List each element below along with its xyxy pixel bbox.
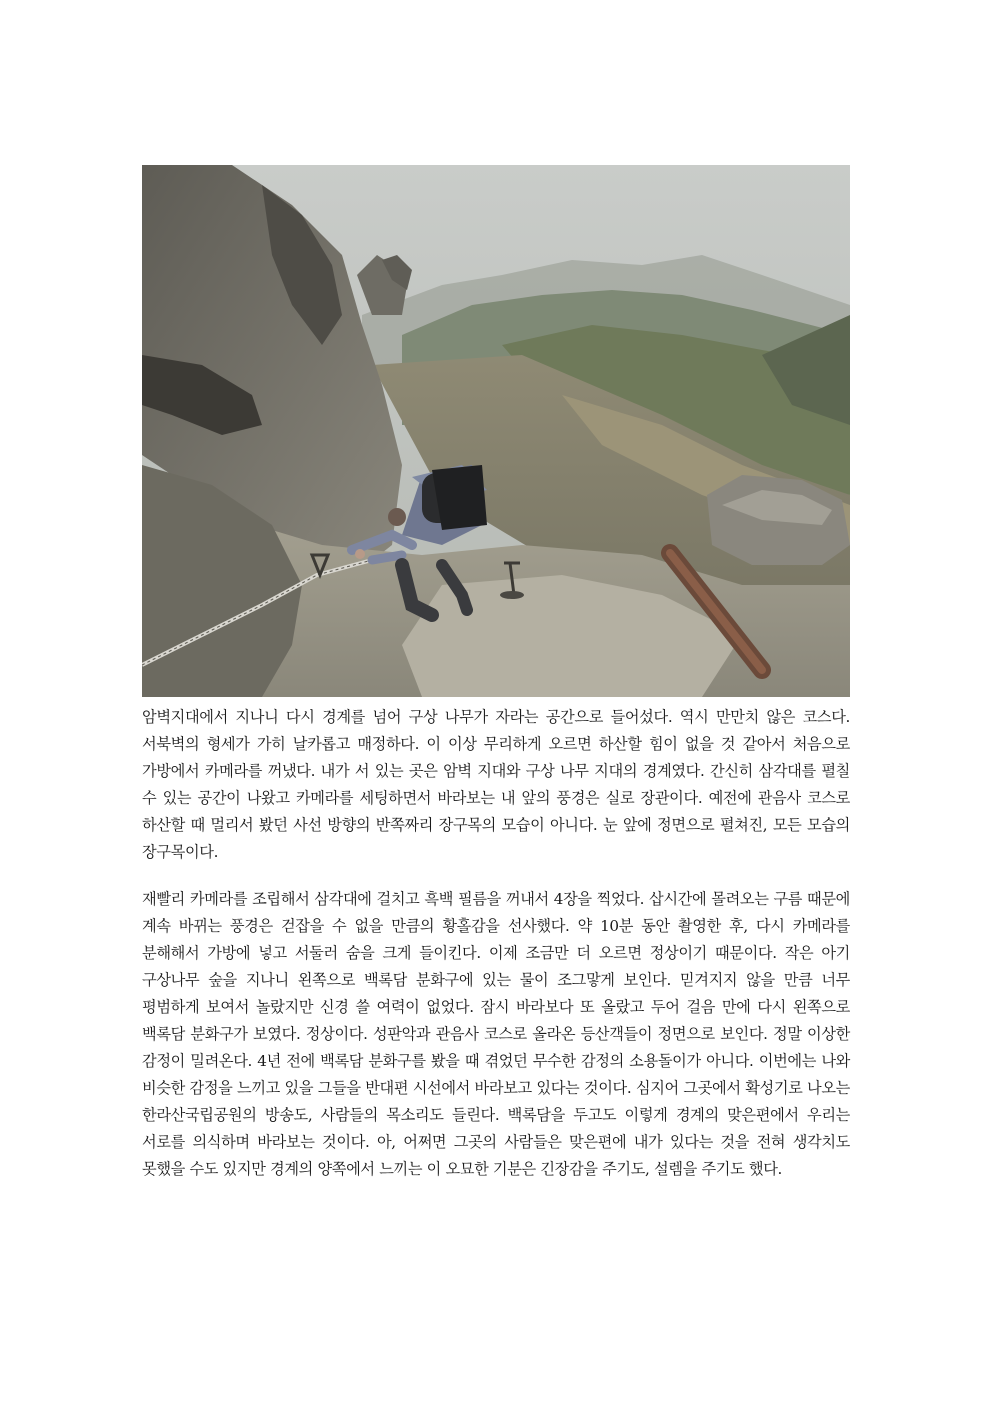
mountain-climber-photo (142, 165, 850, 697)
paragraph-1: 암벽지대에서 지나니 다시 경계를 넘어 구상 나무가 자라는 공간으로 들어섰다. 역시 만만치 않은 코스다. 서북벽의 형세가 가히 날카롭고 매정하다. 이 이상 무리하게 오르면 하산할 힘이 없을 것 같아서 처음으로 가방에서 카메라를 꺼냈다. 내가 서 있는 곳은 암벽 지대와 구상 나무 지대의 경계였다. 간신히 삼각대를 펼칠 수 있는 공간이 나왔고 카메라를 세팅하면서 바라보는 내 앞의 풍경은 실로 장관이다. 예전에 관음사 코스로 하산할 때 멀리서 봤던 사선 방향의 반쪽짜리 장구목의 모습이 아니다. 눈 앞에 정면으로 펼쳐진, 모든 모습의 장구목이다. (142, 708, 850, 861)
photo-illustration (142, 165, 850, 697)
paragraph-2: 재빨리 카메라를 조립해서 삼각대에 걸치고 흑백 필름을 꺼내서 4장을 찍었다. 삽시간에 몰려오는 구름 때문에 계속 바뀌는 풍경은 걷잡을 수 없을 만큼의 황홀감을 선사했다. 약 10분 동안 촬영한 후, 다시 카메라를 분해해서 가방에 넣고 서둘러 숨을 크게 들이킨다. 이제 조금만 더 오르면 정상이기 때문이다. 작은 아기 구상나무 숲을 지나니 왼쪽으로 백록담 분화구에 있는 물이 조그맣게 보인다. 믿겨지지 않을 만큼 너무 평범하게 보여서 놀랐지만 신경 쓸 여력이 없었다. 잠시 바라보다 또 올랐고 두어 걸음 만에 다시 왼쪽으로 백록담 분화구가 보였다. 정상이다. 성판악과 관음사 코스로 올라온 등산객들이 정면으로 보인다. 정말 이상한 감정이 밀려온다. 4년 전에 백록담 분화구를 봤을 때 겪었던 무수한 감정의 소용돌이가 아니다. 이번에는 나와 비슷한 감정을 느끼고 있을 그들을 반대편 시선에서 바라보고 있다는 것이다. 심지어 그곳에서 확성기로 나오는 한라산국립공원의 방송도, 사람들의 목소리도 들린다. 백록담을 두고도 이렇게 경계의 맞은편에서 우리는 서로를 의식하며 바라보는 것이다. 아, 어쩌면 그곳의 사람들은 맞은편에 내가 있다는 것을 전혀 생각치도 못했을 수도 있지만 경계의 양쪽에서 느끼는 이 오묘한 기분은 긴장감을 주기도, 설렘을 주기도 했다. (142, 890, 850, 1178)
